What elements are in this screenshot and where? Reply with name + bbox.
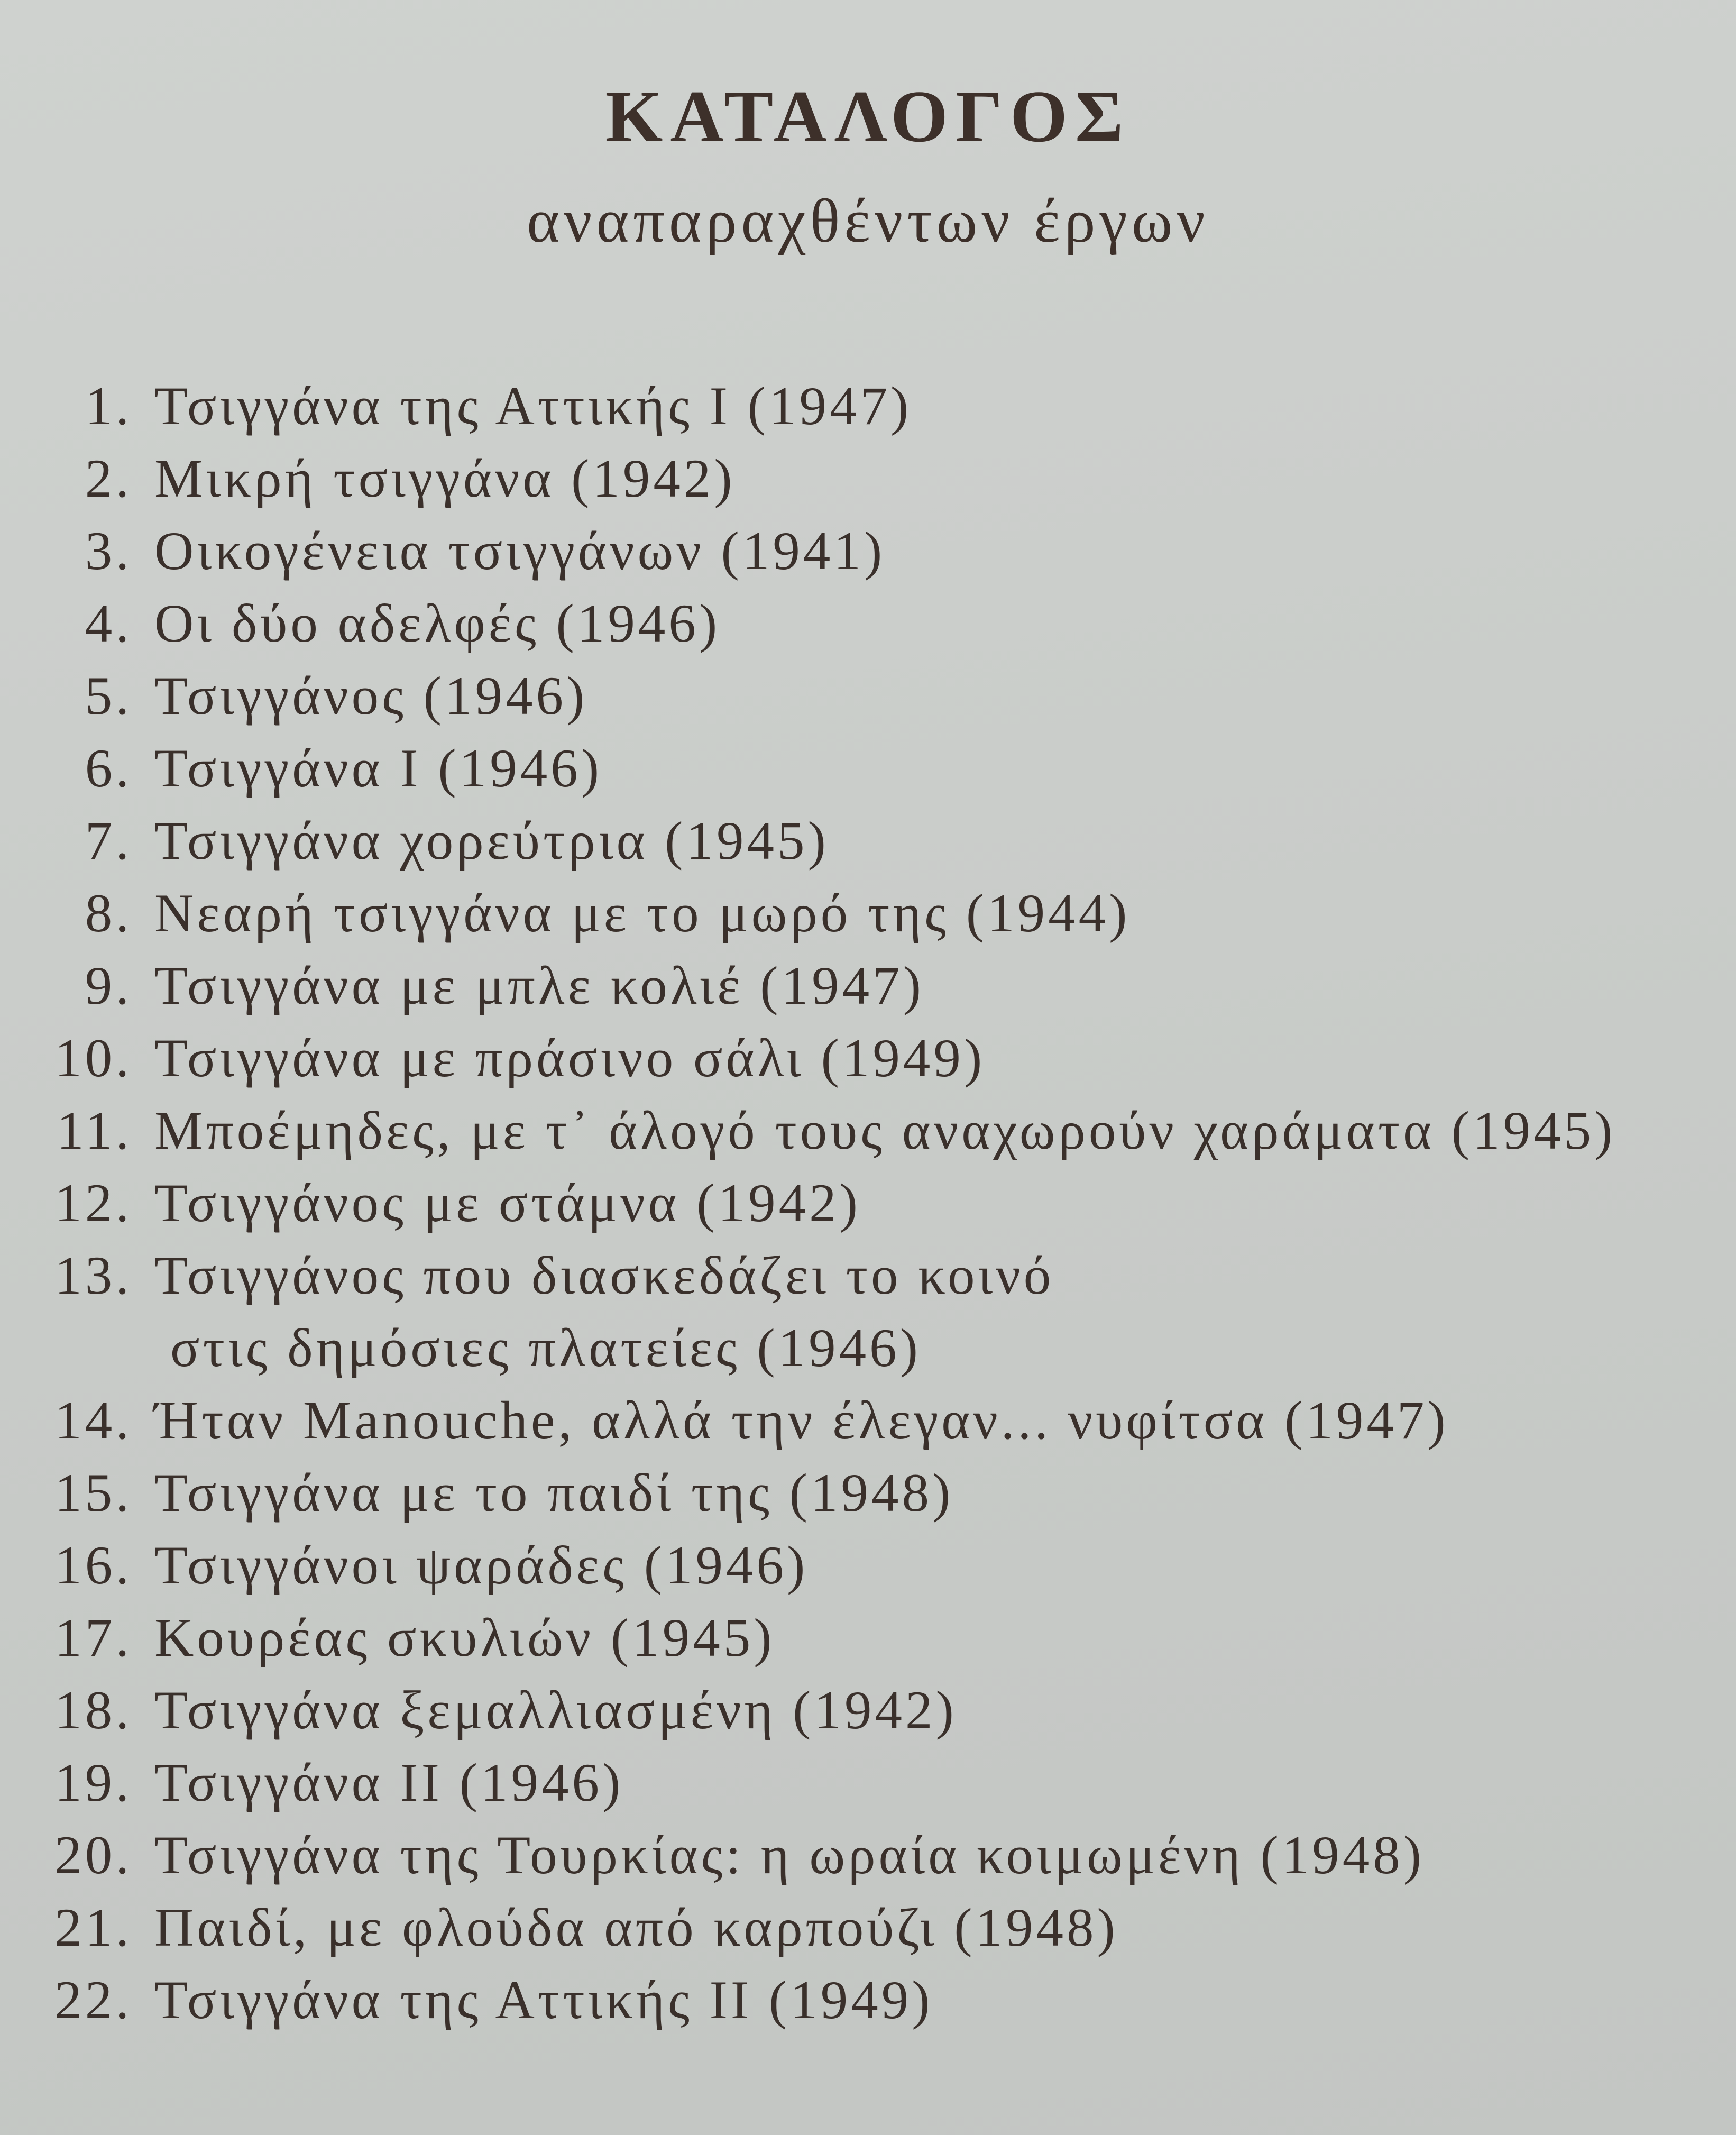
item-title: Οι δύο αδελφές (1946)	[154, 593, 721, 654]
item-title: Οικογένεια τσιγγάνων (1941)	[154, 521, 886, 581]
item-number: 12.	[54, 1173, 132, 1233]
item-title: Τσιγγάνα με το παιδί της (1948)	[154, 1463, 954, 1523]
item-text-wrap	[154, 1964, 933, 2037]
item-title: Παιδί, με φλούδα από καρπούζι (1948)	[154, 1898, 1118, 1958]
item-text-wrap	[154, 660, 587, 732]
item-title: Τσιγγάνα της Αττικής Ι (1947)	[154, 376, 912, 436]
list-item	[26, 732, 1736, 805]
item-number: 19.	[54, 1753, 132, 1813]
item-text-wrap	[154, 1602, 775, 1674]
item-number: 1.	[85, 376, 132, 436]
list-item	[26, 1674, 1736, 1747]
item-number: 20.	[54, 1825, 132, 1885]
list-item	[26, 877, 1736, 950]
list-item	[26, 660, 1736, 732]
list-item	[26, 805, 1736, 877]
list-item	[26, 1747, 1736, 1819]
item-title: Τσιγγάνα χορεύτρια (1945)	[154, 811, 829, 871]
item-title: Τσιγγάνα της Τουρκίας: η ωραία κοιμωμένη (1948)	[154, 1825, 1425, 1885]
list-item	[26, 443, 1736, 515]
item-text-wrap	[154, 1240, 1054, 1385]
item-number: 16.	[54, 1535, 132, 1596]
item-title-continuation: στις δημόσιες πλατείες (1946)	[170, 1318, 921, 1378]
page-title: ΚΑΤΑΛΟΓΟΣ	[605, 76, 1131, 158]
item-number: 14.	[54, 1390, 132, 1451]
item-text-wrap	[154, 1747, 623, 1819]
item-number: 11.	[57, 1101, 132, 1161]
item-text-wrap	[154, 1819, 1425, 1892]
list-item	[26, 1240, 1736, 1385]
item-number: 3.	[85, 521, 132, 581]
item-number: 17.	[54, 1608, 132, 1668]
item-title: Τσιγγάνα ΙΙ (1946)	[154, 1753, 624, 1813]
item-text-wrap	[154, 950, 924, 1022]
item-title: Τσιγγάνα με μπλε κολιέ (1947)	[154, 956, 924, 1016]
item-number: 15.	[54, 1463, 132, 1523]
list-item	[26, 588, 1736, 660]
item-number: 4.	[85, 593, 132, 654]
item-text-wrap	[154, 1457, 953, 1529]
item-text-wrap	[154, 1674, 957, 1747]
list-item	[26, 1819, 1736, 1892]
item-title: Τσιγγάνος (1946)	[154, 666, 588, 726]
item-text-wrap	[154, 515, 885, 588]
item-title: Τσιγγάνοι ψαράδες (1946)	[154, 1535, 809, 1596]
item-text-wrap	[154, 1892, 1118, 1964]
item-number: 6.	[85, 738, 132, 799]
item-text-wrap	[154, 1529, 808, 1602]
item-number: 5.	[85, 666, 132, 726]
item-text-wrap	[154, 588, 720, 660]
list-item	[26, 370, 1736, 443]
list-item	[26, 1095, 1736, 1167]
list-item	[26, 1457, 1736, 1529]
item-title: Μποέμηδες, με τ᾽ άλογό τους αναχωρούν χαράματα (1945)	[154, 1101, 1616, 1161]
works-list	[26, 370, 1736, 2037]
item-text-wrap	[154, 1167, 861, 1240]
item-number: 8.	[85, 883, 132, 943]
list-item	[26, 1892, 1736, 1964]
item-number: 21.	[54, 1898, 132, 1958]
list-item	[26, 1964, 1736, 2037]
item-number: 10.	[54, 1028, 132, 1088]
item-number: 22.	[54, 1970, 132, 2030]
item-title: Τσιγγάνα Ι (1946)	[154, 738, 602, 799]
item-title: Τσιγγάνα ξεμαλλιασμένη (1942)	[154, 1680, 957, 1740]
item-number: 9.	[85, 956, 132, 1016]
item-number: 13.	[54, 1245, 132, 1306]
item-title: Ήταν Manouche, αλλά την έλεγαν... νυφίτσα (1947)	[154, 1390, 1449, 1451]
item-title: Τσιγγάνα της Αττικής ΙΙ (1949)	[154, 1970, 933, 2030]
list-item	[26, 1167, 1736, 1240]
list-item	[26, 1022, 1736, 1095]
item-text-wrap	[154, 1022, 985, 1095]
item-title: Τσιγγάνος που διασκεδάζει το κοινό	[154, 1245, 1054, 1306]
item-number: 18.	[54, 1680, 132, 1740]
item-text-wrap	[154, 877, 1130, 950]
item-title: Τσιγγάνος με στάμνα (1942)	[154, 1173, 861, 1233]
item-title: Μικρή τσιγγάνα (1942)	[154, 448, 736, 509]
item-title: Κουρέας σκυλιών (1945)	[154, 1608, 775, 1668]
item-title: Τσιγγάνα με πράσινο σάλι (1949)	[154, 1028, 986, 1088]
item-number: 7.	[85, 811, 132, 871]
item-title: Νεαρή τσιγγάνα με το μωρό της (1944)	[154, 883, 1131, 943]
list-item	[26, 1385, 1736, 1457]
item-text-wrap	[154, 443, 736, 515]
item-text-wrap	[154, 732, 602, 805]
list-item	[26, 1529, 1736, 1602]
page-subtitle: αναπαραχθέντων έργων	[527, 186, 1209, 255]
item-text-wrap	[154, 1385, 1449, 1457]
item-text-wrap	[154, 1095, 1615, 1167]
list-item	[26, 515, 1736, 588]
item-number: 2.	[85, 448, 132, 509]
item-text-wrap	[154, 370, 912, 443]
item-text-wrap	[154, 805, 829, 877]
list-item	[26, 1602, 1736, 1674]
list-item	[26, 950, 1736, 1022]
